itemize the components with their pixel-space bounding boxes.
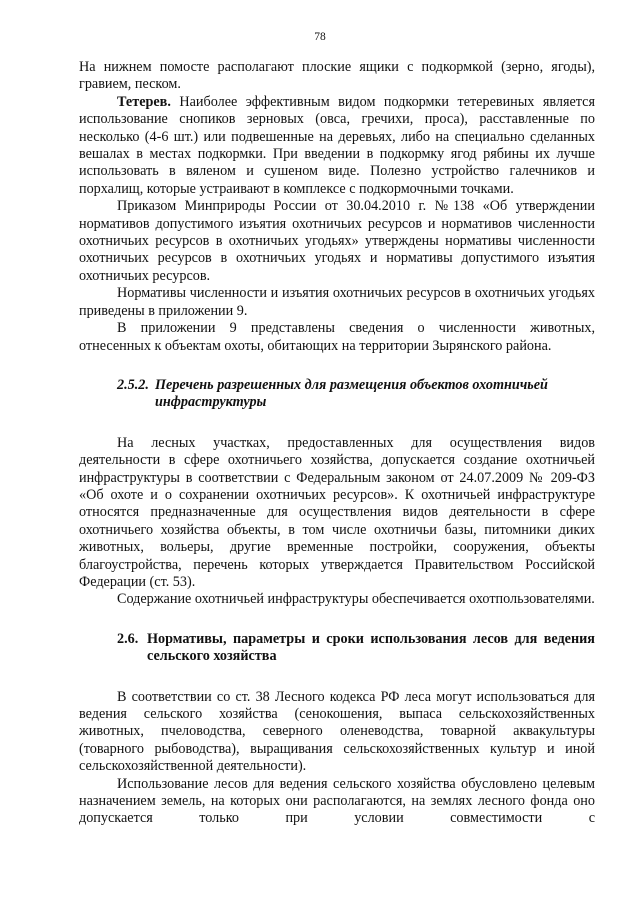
section-title: Нормативы, параметры и сроки использования лесов для ведения сельского хозяйства bbox=[147, 630, 595, 665]
paragraph-norms-appendix: Нормативы численности и изъятия охотничьих ресурсов в охотничьих угодьях приведены в приложении 9. bbox=[79, 285, 595, 319]
paragraph-appendix-info: В приложении 9 представлены сведения о численности животных, отнесенных к объектам охоты, обитающих на территории Зырянского района. bbox=[79, 320, 595, 354]
paragraph-forest-code: В соответствии со ст. 38 Лесного кодекса РФ леса могут использоваться для ведения сельского хозяйства (сенокошения, выпаса сельскохозяйственных животных, пчеловодства, северного оленеводства, товарной аквакультуры (товарного рыбоводства), выращивания сельскохозяйственных культур и иной сельскохозяйственной деятельности). bbox=[79, 688, 595, 775]
page-body bbox=[79, 59, 595, 828]
section-number: 2.6. bbox=[117, 630, 139, 647]
paragraph-infrastructure-maintenance: Содержание охотничьей инфраструктуры обеспечивается охотпользователями. bbox=[117, 591, 595, 608]
section-number: 2.5.2. bbox=[117, 376, 149, 393]
paragraph-land-use: Использование лесов для ведения сельского хозяйства обусловлено целевым назначением земель, на которых они располагаются, на землях лесного фонда оно допускается только при условии совместимости с bbox=[79, 775, 595, 827]
section-title: Перечень разрешенных для размещения объектов охотничьей инфраструктуры bbox=[155, 376, 548, 411]
paragraph-black-grouse bbox=[79, 94, 595, 198]
paragraph-ministry-order: Приказом Минприроды России от 30.04.2010 г. №138 «Об утверждении нормативов допустимого изъятия охотничьих ресурсов и нормативов численности охотничьих ресурсов в охотничьих угодьях» утверждены нормативы численности охотничьих ресурсов в охотничьих угодьях и нормативы допустимого изъятия охотничьих ресурсов. bbox=[79, 198, 595, 284]
section-heading-2-6 bbox=[79, 631, 595, 666]
section-heading-2-5-2 bbox=[79, 377, 595, 412]
page-number: 78 bbox=[314, 31, 326, 43]
paragraph-lead-term: Тетерев. bbox=[117, 93, 171, 110]
paragraph-feeders: На нижнем помосте располагают плоские ящики с подкормкой (зерно, ягоды), гравием, песком. bbox=[79, 59, 595, 93]
paragraph-black-grouse-text: Наиболее эффективным видом подкормки тетеревиных является использование снопиков зерновых (овса, гречихи, проса), расставленные по несколько (4-6 шт.) или подвешенные на деревьях, либо на специально сделанных вешалах в местах подкормки. При введении в подкормку ягод рябины их лучше использовать в вяленом и сушеном виде. Полезно устройство галечников и порхалищ, которые устраивают в комплексе с подкормочными точками. bbox=[79, 93, 595, 197]
paragraph-hunting-infrastructure: На лесных участках, предоставленных для осуществления видов деятельности в сфере охотничьего хозяйства, допускается создание охотничьей инфраструктуры в соответствии с Федеральным законом от 24.07.2009 № 209-ФЗ «Об охоте и о сохранении охотничьих ресурсов». К охотничьей инфраструктуре относятся предназначенные для осуществления видов деятельности в сфере охотничьего хозяйства объекты, в том числе охотничьи базы, питомники диких животных, вольеры, другие временные постройки, сооружения, объекты благоустройства, перечень которых утверждается Правительством Российской Федерации (ст. 53). bbox=[79, 434, 595, 590]
